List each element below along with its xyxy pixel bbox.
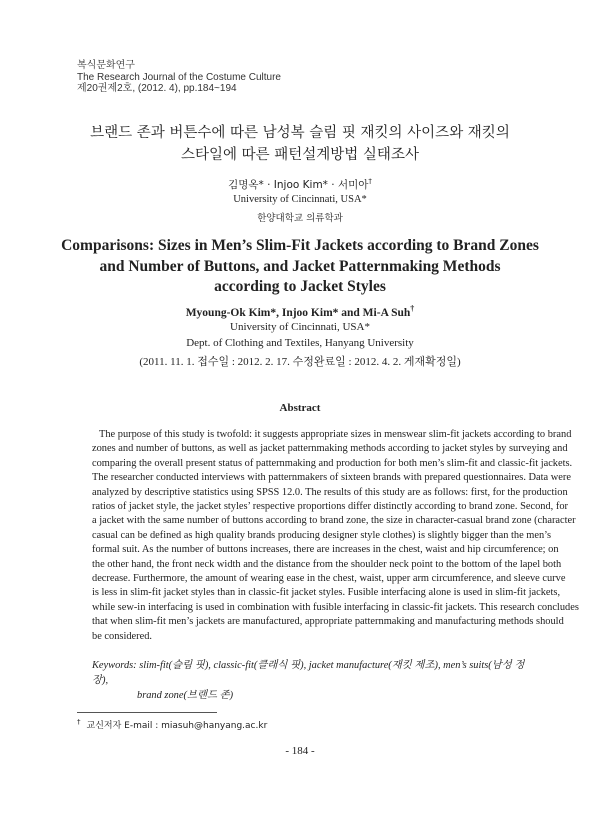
english-affiliation-2: Dept. of Clothing and Textiles, Hanyang University <box>186 337 414 349</box>
abstract-line: casual can be defined as high quality brands producing designer style clothes) is slightly bigger than the men’s <box>92 529 552 541</box>
english-title-line2: and Number of Buttons, and Jacket Patternmaking Methods <box>99 257 501 275</box>
abstract-line: the other hand, the front neck width and the distance from the shoulder neck point to the bottom of the lapel both <box>92 558 562 570</box>
abstract-body <box>92 428 579 644</box>
english-authors-names: Myoung-Ok Kim*, Injoo Kim* and Mi-A Suh <box>185 306 411 319</box>
korean-author-mark: † <box>368 177 372 186</box>
abstract-line: zones and number of buttons, as well as jacket patternmaking methods according to jacket styles by surveying and <box>92 443 568 455</box>
english-affiliation-1: University of Cincinnati, USA* <box>230 321 370 333</box>
journal-issue: 제20권제2호, (2012. 4), pp.184~194 <box>77 83 237 94</box>
abstract-line: is less in slim-fit jacket styles than in classic-fit jacket styles. Fusible interfacing alone is used in slim-fit jackets, <box>92 587 561 599</box>
corresponding-author-footnote <box>77 718 267 731</box>
abstract-line: while sew-in interfacing is used in combination with fusible interfacing in classic-fit jackets. This research concludes <box>92 601 579 613</box>
abstract-line: a jacket with the same number of buttons according to brand zone, the size in character-casual brand zone (character <box>92 515 576 527</box>
abstract-line: The purpose of this study is twofold: it suggests appropriate sizes in menswear slim-fit jackets according to brand <box>99 429 572 440</box>
keywords-line2: brand zone(브랜드 존) <box>137 690 234 701</box>
footnote-divider <box>77 712 217 713</box>
keywords <box>92 658 532 703</box>
english-author-mark: † <box>410 304 415 313</box>
abstract-line: that when slim-fit men’s jackets are manufactured, appropriate patternmaking and manufacturing methods should <box>92 616 564 628</box>
keywords-line1: Keywords: slim-fit(슬림 핏), classic-fit(클래식 핏), jacket manufacture(재킷 제조), men’s suits(남성 정장), <box>92 660 525 686</box>
journal-korean-name: 복식문화연구 <box>77 60 135 71</box>
abstract-heading: Abstract <box>279 402 321 414</box>
abstract-line: ratios of jacket style, the jacket styles’ respective proportions differ distinctly according to brand zone. Second, for <box>92 501 568 513</box>
abstract-line: analyzed by descriptive statistics using SPSS 12.0. The results of this study are as follows: first, for the production <box>92 486 568 498</box>
abstract-line: The researcher conducted interviews with patternmakers of sixteen brands with prepared questionnaires. Data were <box>92 472 571 484</box>
korean-affiliation-1: University of Cincinnati, USA* <box>233 194 367 205</box>
korean-authors <box>0 177 600 192</box>
english-title <box>60 236 540 298</box>
korean-title-line1: 브랜드 존과 버튼수에 따른 남성복 슬림 핏 재킷의 사이즈와 재킷의 <box>90 125 510 141</box>
abstract-line: decrease. Furthermore, the amount of wearing ease in the chest, waist, upper arm circumference, and sleeve curve <box>92 573 566 585</box>
korean-authors-names: 김명옥* · Injoo Kim* · 서미아 <box>228 179 369 191</box>
abstract-line: formal suit. As the number of buttons increases, there are increases in the chest, waist and hip circumference; on <box>92 544 559 556</box>
english-authors <box>0 304 600 319</box>
english-title-line3: according to Jacket Styles <box>214 278 386 295</box>
journal-header <box>77 60 281 95</box>
submission-dates: (2011. 11. 1. 접수일 : 2012. 2. 17. 수정완료일 : 2012. 4. 2. 게재확정일) <box>139 356 461 368</box>
korean-affiliation-2: 한양대학교 의류학과 <box>257 213 343 224</box>
abstract-line: comparing the overall present status of patternmaking and production for both men’s slim-fit and classic-fit jackets. <box>92 457 573 469</box>
english-title-line1: Comparisons: Sizes in Men’s Slim-Fit Jackets according to Brand Zones <box>61 237 539 254</box>
page-number: - 184 - <box>285 745 315 757</box>
korean-title <box>60 122 540 166</box>
korean-title-line2: 스타일에 따른 패턴설계방법 실태조사 <box>181 147 419 163</box>
abstract-line: be considered. <box>92 630 153 642</box>
journal-english-name: The Research Journal of the Costume Culture <box>77 71 281 83</box>
footnote-mark: † <box>77 718 81 726</box>
footnote-text: 교신저자 E-mail : miasuh@hanyang.ac.kr <box>86 721 268 731</box>
